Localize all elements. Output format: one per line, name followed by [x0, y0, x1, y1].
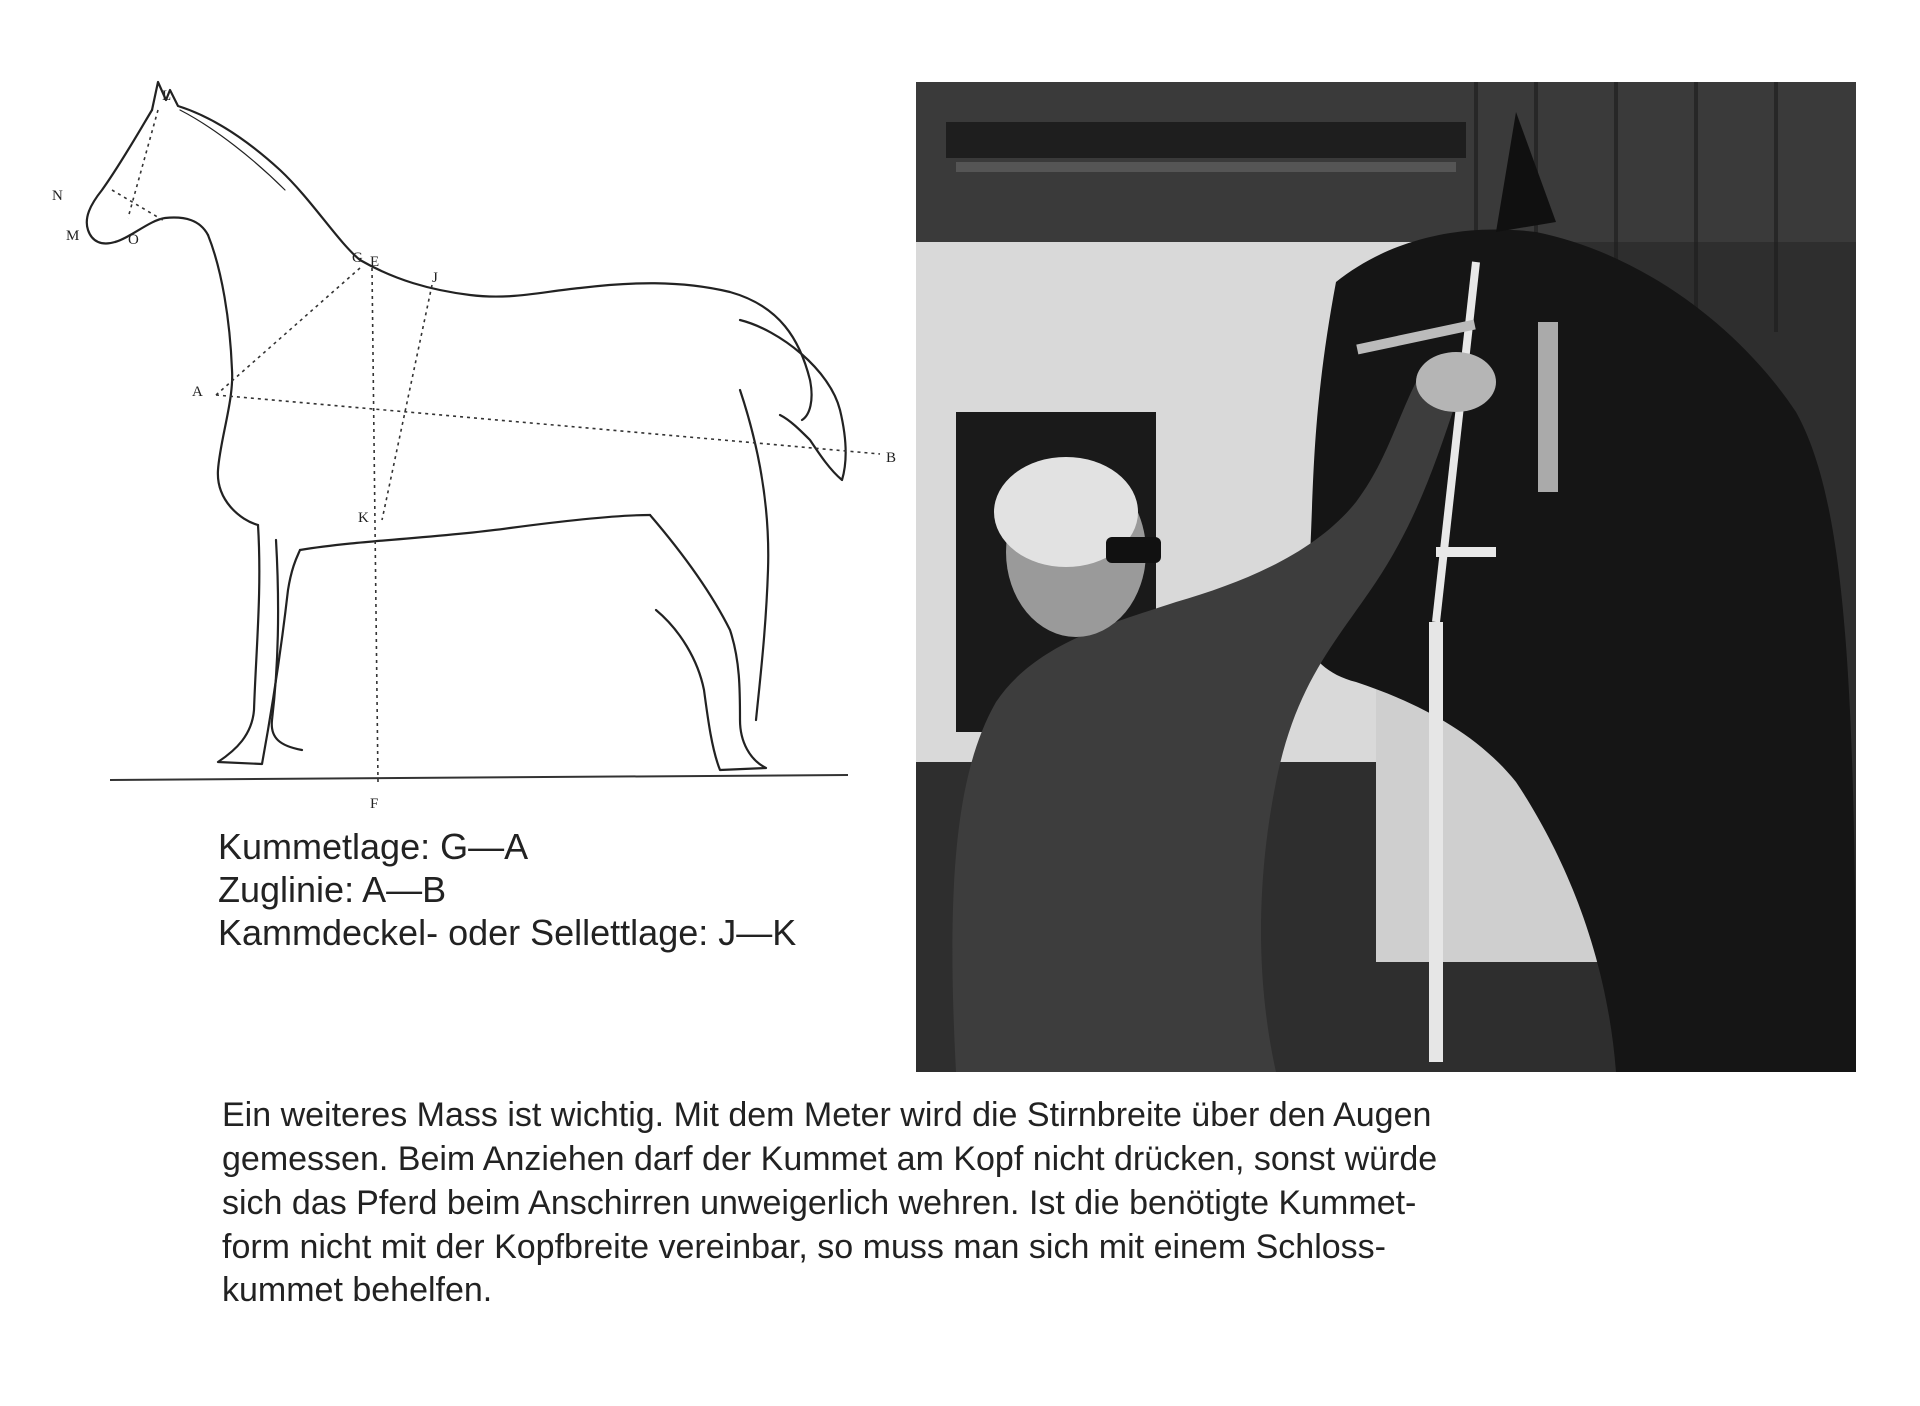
caption-line-2: gemessen. Beim Anziehen darf der Kummet am Kopf nicht drücken, sonst würde	[222, 1139, 1438, 1178]
line-j-k	[382, 285, 432, 520]
horse-hind-leg-far	[740, 390, 768, 720]
point-label-f: F	[370, 796, 379, 812]
horse-topline	[152, 82, 812, 420]
point-label-b: B	[886, 450, 897, 466]
horse-mane	[180, 110, 285, 190]
line-e-f	[372, 268, 378, 782]
line-n-o	[112, 190, 166, 222]
point-label-g: G	[352, 250, 363, 266]
caption-line-4: form nicht mit der Kopfbreite vereinbar, so muss man sich mit einem Schloss-	[222, 1227, 1386, 1266]
measurement-lines	[112, 110, 880, 782]
horse-hind-leg-near	[650, 515, 766, 770]
horse-belly	[300, 515, 650, 550]
caption-line-1: Ein weiteres Mass ist wichtig. Mit dem Meter wird die Stirnbreite über den Augen	[222, 1096, 1432, 1134]
point-label-l: L	[162, 88, 172, 104]
caption-line-3: sich das Pferd beim Anschirren unweigerlich wehren. Ist die benötigte Kummet-	[222, 1183, 1417, 1222]
line-a-b	[216, 395, 880, 454]
horse-diagram	[40, 70, 920, 820]
horse-front-leg-near	[218, 525, 300, 764]
legend-zuglinie: Zuglinie: A—B	[218, 868, 447, 910]
photo-man-glasses	[1106, 537, 1161, 563]
point-label-n: N	[52, 188, 63, 204]
point-label-m: M	[66, 228, 80, 244]
point-label-j: J	[432, 270, 438, 286]
horse-tail	[740, 320, 846, 480]
point-label-e: E	[370, 254, 380, 270]
caption	[222, 1094, 1762, 1313]
point-label-a: A	[192, 384, 203, 400]
legend-sellettlage: Kammdeckel- oder Sellettlage: J—K	[218, 911, 797, 953]
photo-man-hand	[1416, 352, 1496, 412]
point-label-k: K	[358, 510, 369, 526]
line-g-a	[216, 268, 360, 395]
photograph	[916, 82, 1856, 1072]
horse-face	[87, 110, 208, 244]
photo-svg	[916, 82, 1856, 1072]
horse-outline	[87, 82, 846, 770]
point-label-o: O	[128, 232, 139, 248]
horse-front-leg-far	[272, 540, 302, 750]
ground-line	[110, 775, 848, 780]
caption-paragraph	[222, 1094, 1762, 1313]
horse-diagram-svg	[40, 70, 920, 820]
legend-kummetlage: Kummetlage: G—A	[218, 826, 529, 867]
caption-line-5: kummet behelfen.	[222, 1271, 493, 1310]
diagram-legend	[218, 826, 796, 954]
